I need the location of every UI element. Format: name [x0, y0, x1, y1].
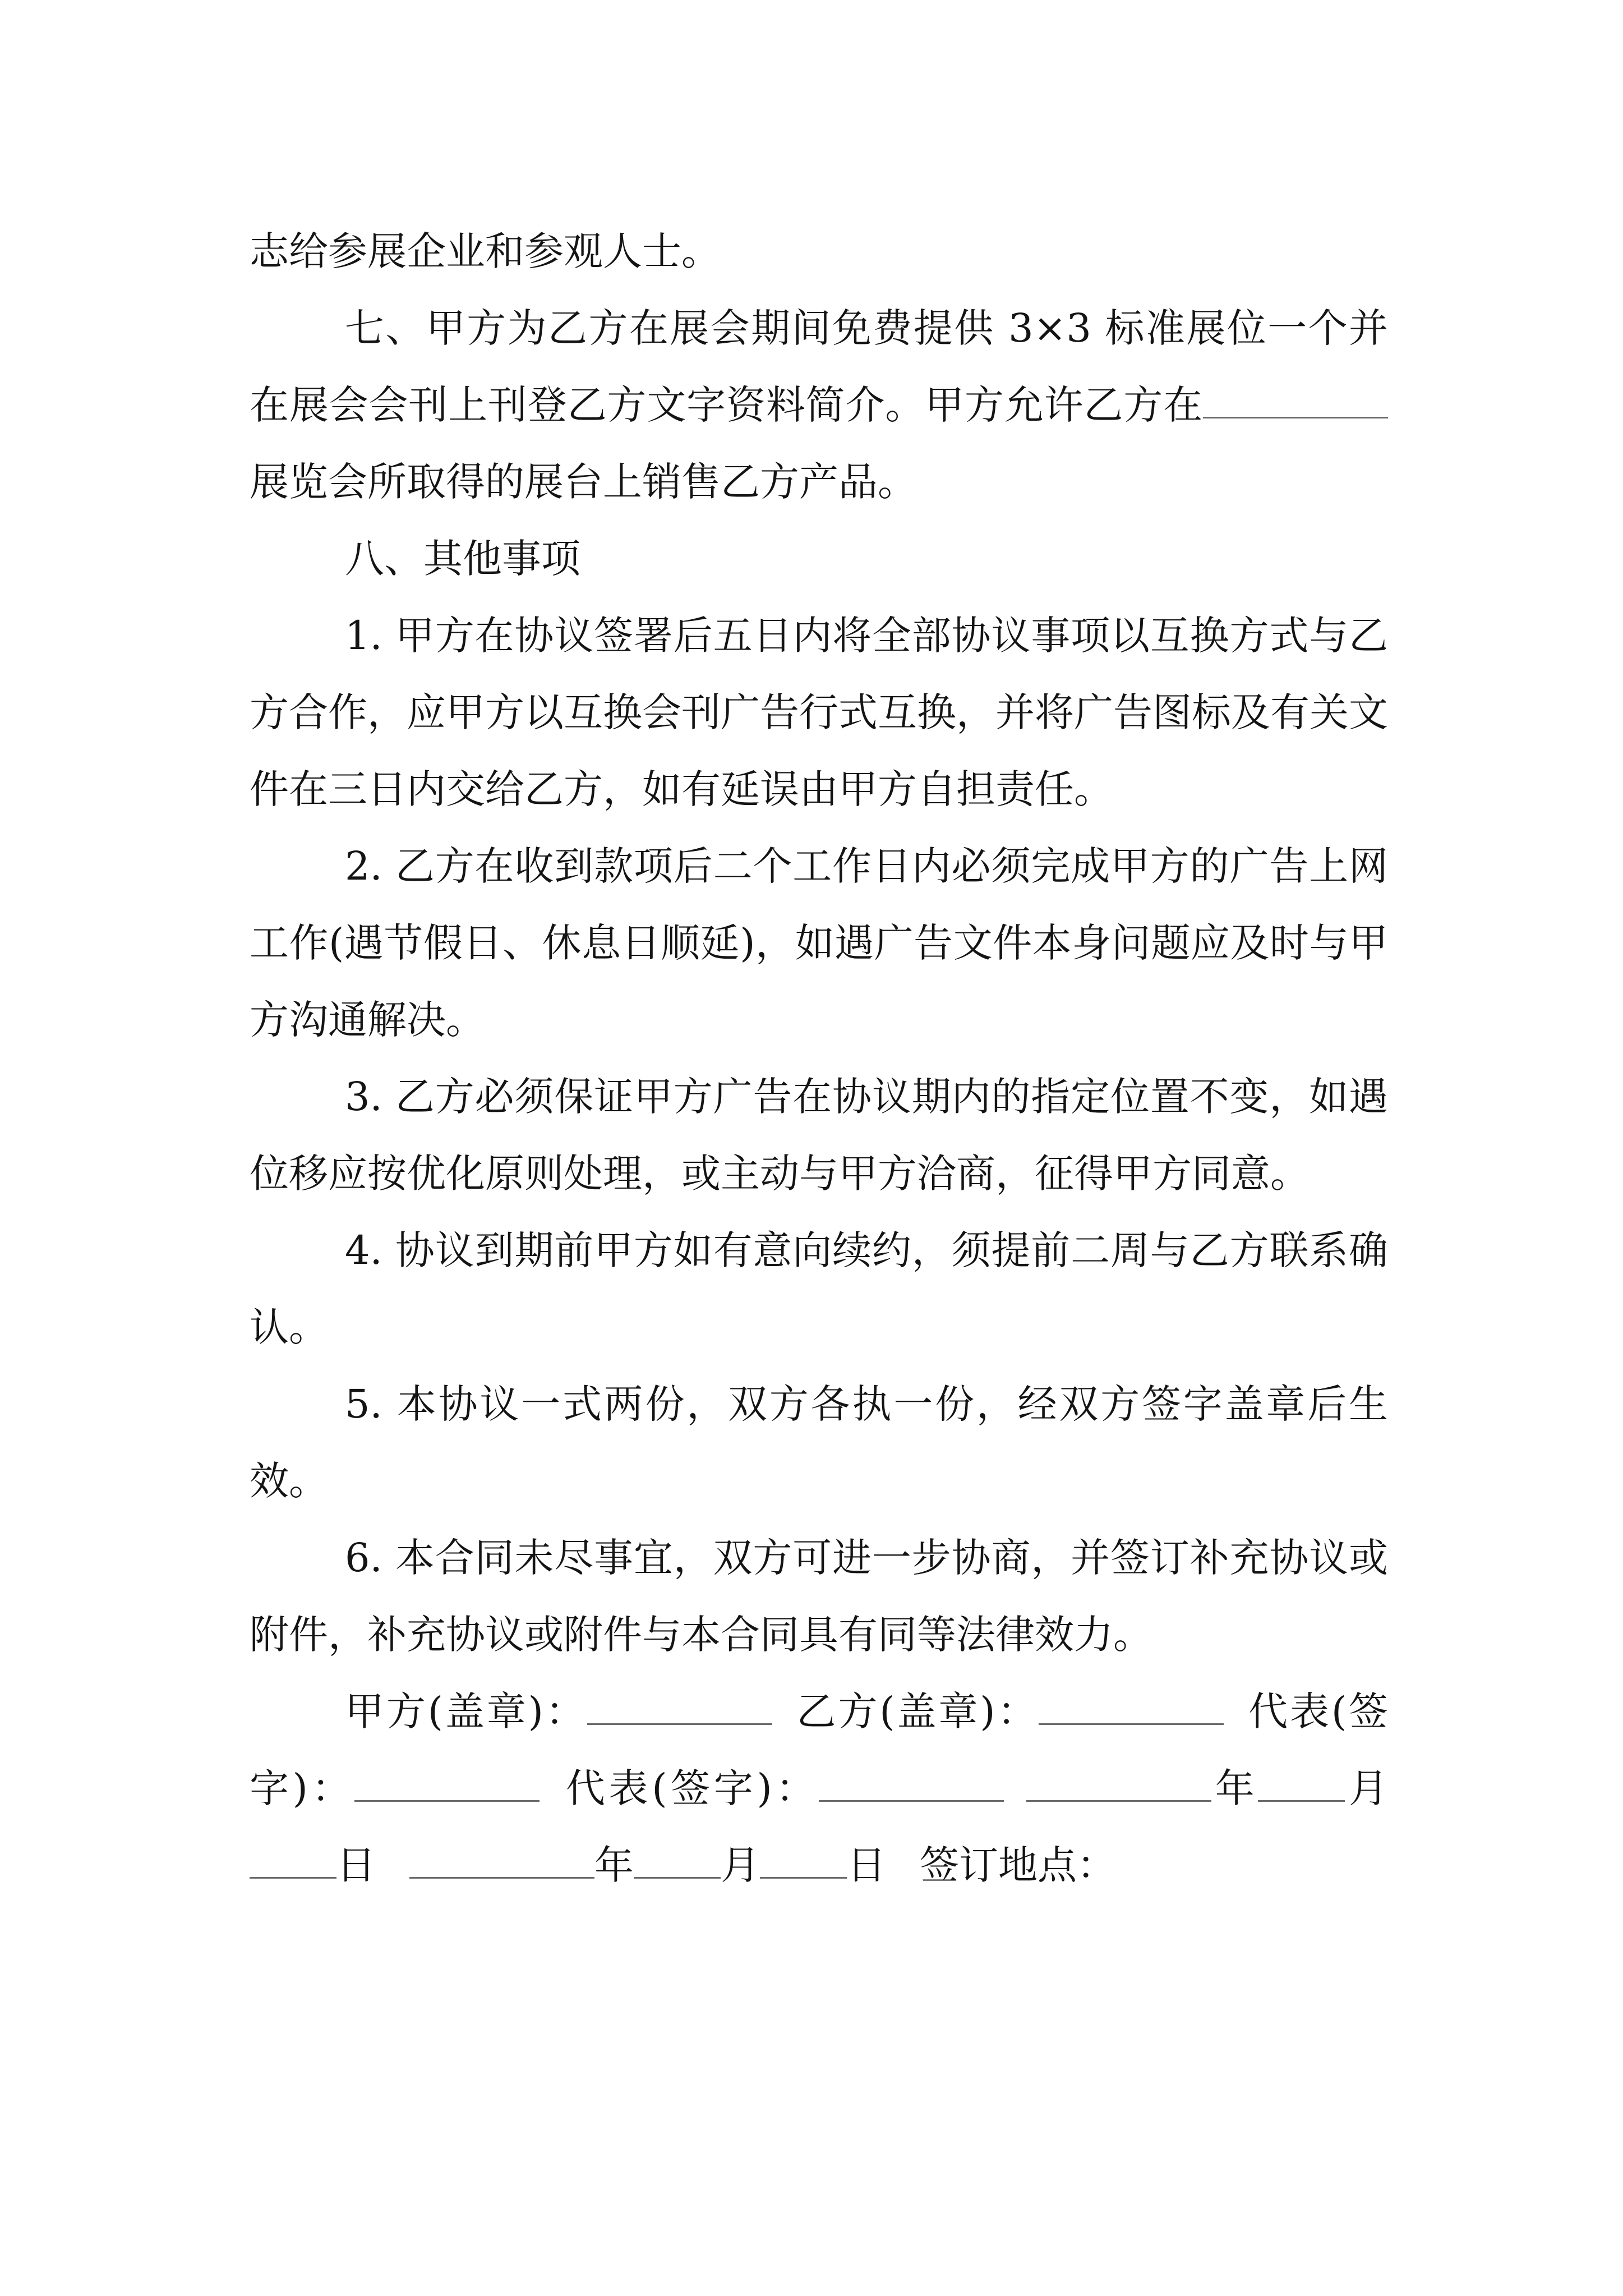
- rep-a-label: 代表: [1246, 1688, 1331, 1734]
- list-item: [250, 1520, 1388, 1673]
- list-item-text: 3. 乙方必须保证甲方广告在协议期内的指定位置不变，如遇位移应按优化原则处理，或主动与甲方洽商，征得甲方同意。: [250, 1074, 1388, 1197]
- list-item: [250, 828, 1388, 1059]
- list-item: [250, 1366, 1388, 1520]
- day-2-blank: [760, 1842, 847, 1879]
- day-2-label: 日: [847, 1842, 886, 1888]
- month-1-label: 月: [1345, 1765, 1389, 1811]
- list-item: [250, 1059, 1388, 1212]
- month-2-label: 月: [721, 1842, 760, 1888]
- rep-a-sign-label: (签字)：: [250, 1688, 1389, 1811]
- paragraph-clause-7: [250, 290, 1388, 521]
- paragraph-text: 志给参展企业和参观人士。: [250, 228, 721, 274]
- month-2-blank: [634, 1842, 721, 1879]
- paragraph-continued: [250, 213, 1388, 290]
- list-item-text: 4. 协议到期前甲方如有意向续约，须提前二周与乙方联系确认。: [250, 1227, 1388, 1350]
- day-1-blank: [250, 1842, 336, 1879]
- year-2-label: 年: [594, 1842, 634, 1888]
- document-page: [250, 213, 1388, 1904]
- year-1-label: 年: [1211, 1765, 1258, 1811]
- party-a-seal-blank: [587, 1688, 772, 1725]
- month-1-blank: [1258, 1765, 1345, 1802]
- paragraph-text: 展览会所取得的展台上销售乙方产品。: [250, 459, 917, 505]
- year-1-blank: [1026, 1765, 1211, 1802]
- list-item-text: 2. 乙方在收到款项后二个工作日内必须完成甲方的广告上网工作(遇节假日、休息日顺延)，如遇广告文件本身问题应及时与甲方沟通解决。: [250, 843, 1388, 1043]
- list-item: [250, 1212, 1388, 1366]
- section-heading-text: 八、其他事项: [345, 536, 580, 582]
- party-a-seal-label: 甲方(盖章)：: [345, 1688, 587, 1734]
- list-item: [250, 597, 1388, 828]
- rep-b-sign-blank: [819, 1765, 1004, 1802]
- signature-block: [250, 1673, 1388, 1904]
- section-heading: [250, 521, 1388, 597]
- blank-line: [1203, 382, 1388, 418]
- day-1-label: 日: [336, 1842, 376, 1888]
- year-2-blank: [409, 1842, 594, 1879]
- signing-place-label: 签订地点：: [920, 1842, 1116, 1888]
- list-item-text: 6. 本合同未尽事宜，双方可进一步协商，并签订补充协议或附件，补充协议或附件与本合同具有同等法律效力。: [250, 1535, 1388, 1658]
- list-item-text: 1. 甲方在协议签署后五日内将全部协议事项以互换方式与乙方合作，应甲方以互换会刊广告行式互换，并将广告图标及有关文件在三日内交给乙方，如有延误由甲方自担责任。: [250, 613, 1388, 812]
- rep-a-sign-blank: [354, 1765, 540, 1802]
- rep-b-sign-label: 代表(签字)：: [562, 1765, 819, 1811]
- list-item-text: 5. 本协议一式两份，双方各执一份，经双方签字盖章后生效。: [250, 1381, 1388, 1504]
- paragraph-text: 七、甲方为乙方在展会期间免费提供 3×3 标准展位一个并在展会会刊上刊登乙方文字资料简介。甲方允许乙方在: [250, 305, 1388, 428]
- party-b-seal-label: 乙方(盖章)：: [794, 1688, 1039, 1734]
- party-b-seal-blank: [1039, 1688, 1224, 1725]
